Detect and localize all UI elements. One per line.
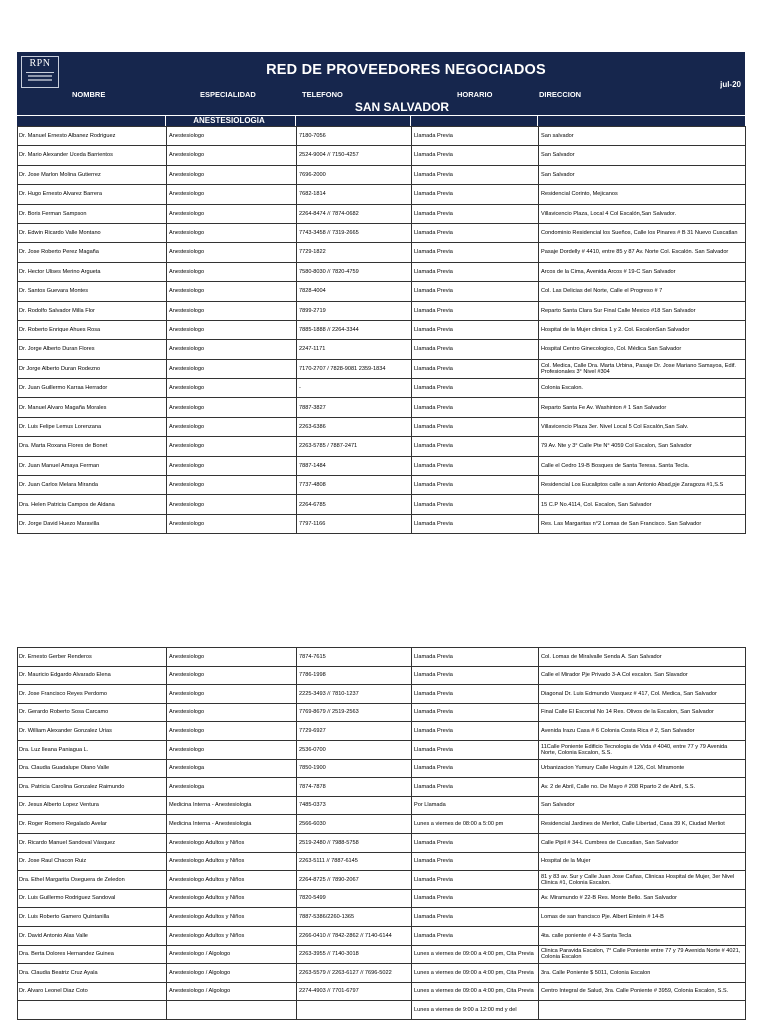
phone-cell: 7696-2000 bbox=[297, 165, 412, 184]
specialty-cell: Anestesiologo bbox=[167, 514, 297, 533]
phone-cell: 2264-6785 bbox=[297, 495, 412, 514]
address-cell: Condominio Residencial los Sueños, Calle los Pinares # B 31 Nuevo Cuscatlan bbox=[539, 223, 746, 242]
schedule-cell: Lunes a viernes de 09:00 a 4:00 pm, Cita Previa bbox=[412, 964, 539, 983]
provider-name-cell: Dr. David Antonio Alas Valle bbox=[18, 926, 167, 945]
address-cell: San Salvador bbox=[539, 796, 746, 815]
provider-name-cell: Dr. Boris Ferman Sampson bbox=[18, 204, 167, 223]
phone-cell: 7874-7878 bbox=[297, 778, 412, 797]
provider-name-cell: Dr. Manuel Alvaro Magaña Morales bbox=[18, 398, 167, 417]
provider-name-cell: Dr. Luis Felipe Lemus Lorenzana bbox=[18, 417, 167, 436]
table-row bbox=[18, 666, 746, 685]
provider-name-cell: Dr. Manuel Ernesto Albanez Rodriguez bbox=[18, 127, 167, 146]
phone-cell: 2263-6386 bbox=[297, 417, 412, 436]
address-cell: Final Calle El Escorial No 14 Res. Olivos de la Escalon, San Salvador bbox=[539, 703, 746, 722]
provider-name-cell: Dra. Claudia Guadalupe Olano Valle bbox=[18, 759, 167, 778]
table-row bbox=[18, 815, 746, 834]
schedule-cell: Llamada Previa bbox=[412, 852, 539, 871]
phone-cell: 2566-6030 bbox=[297, 815, 412, 834]
provider-name-cell: Dr. Jose Francisco Reyes Perdomo bbox=[18, 685, 167, 704]
provider-name-cell: Dr. Edwin Ricardo Valle Montano bbox=[18, 223, 167, 242]
phone-cell: 2536-0700 bbox=[297, 740, 412, 759]
address-cell: Avenida Irazu Casa # 6 Colonia Costa Rica # 2, San Salvador bbox=[539, 722, 746, 741]
phone-cell: 2225-3493 // 7810-1237 bbox=[297, 685, 412, 704]
phone-cell: 7743-3458 // 7319-2665 bbox=[297, 223, 412, 242]
schedule-cell: Llamada Previa bbox=[412, 666, 539, 685]
address-cell: Colonia Escalon. bbox=[539, 379, 746, 398]
specialty-cell: Anestesiologo bbox=[167, 437, 297, 456]
schedule-cell: Llamada Previa bbox=[412, 282, 539, 301]
city-heading: SAN SALVADOR bbox=[354, 100, 450, 114]
address-cell: Hospital de la Mujer clinica 1 y 2. Col. EscalonSan Salvador bbox=[539, 320, 746, 339]
provider-name-cell: Dr. Jose Raul Chacon Ruiz bbox=[18, 852, 167, 871]
provider-name-cell: Dr. Santos Guevara Montes bbox=[18, 282, 167, 301]
table-row bbox=[18, 127, 746, 146]
schedule-cell: Lunes a viernes de 9:00 a 12:00 md y del bbox=[412, 1001, 539, 1020]
schedule-cell: Llamada Previa bbox=[412, 185, 539, 204]
table-row bbox=[18, 1001, 746, 1020]
provider-name-cell: Dr. Luis Roberto Gamero Quintanilla bbox=[18, 908, 167, 927]
phone-cell: - bbox=[297, 379, 412, 398]
address-cell: 79 Av. Nte y 3° Calle Pte N° 4059 Col Escalon, San Salvador bbox=[539, 437, 746, 456]
providers-table-1 bbox=[17, 126, 746, 534]
specialty-cell: Anestesiologo bbox=[167, 740, 297, 759]
provider-name-cell: Dr. Jose Marlon Molina Gutierrez bbox=[18, 165, 167, 184]
phone-cell: 2519-2480 // 7988-5758 bbox=[297, 833, 412, 852]
address-cell: Calle Pipil # 34-L Cumbres de Cuscatlan, San Salvador bbox=[539, 833, 746, 852]
schedule-cell: Llamada Previa bbox=[412, 165, 539, 184]
table-row bbox=[18, 185, 746, 204]
specialty-cell: Medicina Interna - Anestesiologia bbox=[167, 796, 297, 815]
phone-cell: 7850-1900 bbox=[297, 759, 412, 778]
specialty-cell: Anestesiologo bbox=[167, 204, 297, 223]
schedule-cell: Llamada Previa bbox=[412, 340, 539, 359]
address-cell: Residencial Los Eucaliptos calle a san Antonio Abad,pje Zaragoza #1,S.S bbox=[539, 476, 746, 495]
document-date: jul-20 bbox=[720, 80, 741, 89]
table-row bbox=[18, 514, 746, 533]
schedule-cell: Llamada Previa bbox=[412, 722, 539, 741]
table-row bbox=[18, 146, 746, 165]
specialty-cell: Anestesiologo bbox=[167, 379, 297, 398]
specialty-cell bbox=[167, 1001, 297, 1020]
specialty-cell: Anestesiologo bbox=[167, 359, 297, 378]
provider-name-cell: Dr. William Alexander Gonzalez Urias bbox=[18, 722, 167, 741]
table-row bbox=[18, 740, 746, 759]
specialty-cell: Anestesiologo Adultos y Niños bbox=[167, 852, 297, 871]
specialty-cell: Anestesiologo / Algologo bbox=[167, 982, 297, 1001]
schedule-cell: Llamada Previa bbox=[412, 685, 539, 704]
provider-name-cell: Dr. Alvaro Leonel Diaz Coto bbox=[18, 982, 167, 1001]
address-cell: Pasaje Dordelly # 4410, entre 85 y 87 Av. Norte Col. Escalón. San Salvador bbox=[539, 243, 746, 262]
table-row bbox=[18, 456, 746, 475]
address-cell: Hospital Centro Ginecologico, Col. Médica San Salvador bbox=[539, 340, 746, 359]
schedule-cell: Llamada Previa bbox=[412, 871, 539, 890]
address-cell: San Salvador bbox=[539, 165, 746, 184]
header-banner bbox=[17, 52, 745, 126]
schedule-cell: Llamada Previa bbox=[412, 833, 539, 852]
phone-cell: 7820-5499 bbox=[297, 889, 412, 908]
table-row bbox=[18, 359, 746, 378]
table-row bbox=[18, 703, 746, 722]
address-cell: Urbanizacion Yumury Calle Hoguin # 126, Col. Miramonte bbox=[539, 759, 746, 778]
provider-name-cell bbox=[18, 1001, 167, 1020]
schedule-cell: Llamada Previa bbox=[412, 379, 539, 398]
phone-cell: 2263-5111 // 7887-6145 bbox=[297, 852, 412, 871]
table-row bbox=[18, 398, 746, 417]
specialty-cell: Medicina Interna - Anestesiologia bbox=[167, 815, 297, 834]
provider-name-cell: Dr. Roberto Enrique Ahues Rosa bbox=[18, 320, 167, 339]
address-cell: Villavicencio Plaza, Local 4 Col Escalón,San Salvador. bbox=[539, 204, 746, 223]
table-row bbox=[18, 778, 746, 797]
address-cell: 15 C.P No.4114, Col. Escalon, San Salvador bbox=[539, 495, 746, 514]
phone-cell: 7485-0373 bbox=[297, 796, 412, 815]
table-row bbox=[18, 945, 746, 964]
phone-cell: 7729-1822 bbox=[297, 243, 412, 262]
phone-cell: 2263-3955 // 7140-3018 bbox=[297, 945, 412, 964]
schedule-cell: Llamada Previa bbox=[412, 437, 539, 456]
schedule-cell: Lunes a viernes de 08:00 a 5:00 pm bbox=[412, 815, 539, 834]
specialty-cell: Anestesiologo bbox=[167, 223, 297, 242]
specialty-cell: Anestesiologa bbox=[167, 778, 297, 797]
schedule-cell: Llamada Previa bbox=[412, 759, 539, 778]
phone-cell: 2264-8474 // 7874-0682 bbox=[297, 204, 412, 223]
phone-cell bbox=[297, 1001, 412, 1020]
table-row bbox=[18, 417, 746, 436]
specialty-cell: Anestesiologo bbox=[167, 495, 297, 514]
specialty-cell: Anestesiologo bbox=[167, 282, 297, 301]
provider-name-cell: Dr Jorge Alberto Duran Rodezno bbox=[18, 359, 167, 378]
schedule-cell: Llamada Previa bbox=[412, 127, 539, 146]
phone-cell: 7899-2719 bbox=[297, 301, 412, 320]
provider-name-cell: Dr. Juan Manuel Amaya Ferman bbox=[18, 456, 167, 475]
schedule-cell: Llamada Previa bbox=[412, 514, 539, 533]
schedule-cell: Llamada Previa bbox=[412, 301, 539, 320]
table-row bbox=[18, 262, 746, 281]
phone-cell: 7769-8679 // 2519-2563 bbox=[297, 703, 412, 722]
specialty-cell: Anestesiologo / Algologo bbox=[167, 945, 297, 964]
table-row bbox=[18, 282, 746, 301]
specialty-cell: Anestesiologo bbox=[167, 243, 297, 262]
table-row bbox=[18, 796, 746, 815]
specialty-cell: Anestesiologo bbox=[167, 301, 297, 320]
provider-name-cell: Dr. Gerardo Roberto Sosa Carcamo bbox=[18, 703, 167, 722]
table-row bbox=[18, 908, 746, 927]
provider-name-cell: Dra. Luz Ileana Paniagua L. bbox=[18, 740, 167, 759]
provider-name-cell: Dr. Juan Guillermo Karraa Herrador bbox=[18, 379, 167, 398]
phone-cell: 7580-8030 // 7820-4759 bbox=[297, 262, 412, 281]
address-cell: Calle el Mirador Pje Privado 3-A Col escalon. San Slavador bbox=[539, 666, 746, 685]
schedule-cell: Llamada Previa bbox=[412, 476, 539, 495]
phone-cell: 7682-1814 bbox=[297, 185, 412, 204]
phone-cell: 7786-1998 bbox=[297, 666, 412, 685]
address-cell: Av. 2 de Abril, Calle no. De Mayo # 208 Rparto 2 de Abril, S.S. bbox=[539, 778, 746, 797]
table-row bbox=[18, 437, 746, 456]
provider-name-cell: Dr. Jose Roberto Perez Magaña bbox=[18, 243, 167, 262]
phone-cell: 2263-5579 // 2263-6127 // 7696-5022 bbox=[297, 964, 412, 983]
specialty-cell: Anestesiologo Adultos y Niños bbox=[167, 871, 297, 890]
address-cell: 81 y 83 av. Sur y Calle Juan Jose Cañas, Clinicas Hospital de Mujer, 3er Nivel Clinica #1, Colonia Escalon. bbox=[539, 871, 746, 890]
phone-cell: 2524-9004 // 7150-4257 bbox=[297, 146, 412, 165]
schedule-cell: Llamada Previa bbox=[412, 495, 539, 514]
schedule-cell: Llamada Previa bbox=[412, 146, 539, 165]
table-row bbox=[18, 852, 746, 871]
phone-cell: 2264-8725 // 7890-2067 bbox=[297, 871, 412, 890]
provider-name-cell: Dr. Roger Romero Regalado Avelar bbox=[18, 815, 167, 834]
address-cell: Reparto Santa Fe Av. Washinton # 1 San Salvador bbox=[539, 398, 746, 417]
column-header-direccion: DIRECCION bbox=[539, 90, 582, 99]
table-row bbox=[18, 204, 746, 223]
specialty-cell: Anestesiologo bbox=[167, 165, 297, 184]
schedule-cell: Llamada Previa bbox=[412, 889, 539, 908]
provider-name-cell: Dr. Jesus Alberto Lopez Ventura bbox=[18, 796, 167, 815]
provider-name-cell: Dra. Claudia Beatriz Cruz Ayala bbox=[18, 964, 167, 983]
address-cell: 11Calle Poniente Edificio Tecnologia de Vida # 4040, entre 77 y 79 Avenida Norte, Colonia Escalon, S.S. bbox=[539, 740, 746, 759]
address-cell: Hospital de la Mujer bbox=[539, 852, 746, 871]
schedule-cell: Llamada Previa bbox=[412, 926, 539, 945]
specialty-cell: Anestesiologa bbox=[167, 759, 297, 778]
schedule-cell: Llamada Previa bbox=[412, 204, 539, 223]
logo-text: RPN bbox=[29, 58, 51, 69]
schedule-cell: Llamada Previa bbox=[412, 908, 539, 927]
table-row bbox=[18, 685, 746, 704]
phone-cell: 7170-2707 / 7828-9081 2359-1834 bbox=[297, 359, 412, 378]
address-cell: San salvador bbox=[539, 127, 746, 146]
address-cell: 4ta. calle poniente # 4-3 Santa Tecla bbox=[539, 926, 746, 945]
address-cell: Arcos de la Cima, Avenida Arcos # 19-C San Salvador bbox=[539, 262, 746, 281]
specialty-cell: Anestesiologo Adultos y Niños bbox=[167, 926, 297, 945]
specialty-cell: Anestesiologo bbox=[167, 185, 297, 204]
table-row bbox=[18, 340, 746, 359]
specialty-cell: Anestesiologo Adultos y Niños bbox=[167, 889, 297, 908]
table-row bbox=[18, 759, 746, 778]
specialty-cell: Anestesiologo bbox=[167, 722, 297, 741]
specialty-cell: Anestesiologo bbox=[167, 703, 297, 722]
specialty-cell: Anestesiologo bbox=[167, 685, 297, 704]
schedule-cell: Llamada Previa bbox=[412, 778, 539, 797]
provider-name-cell: Dr. Jorge Alberto Duran Flores bbox=[18, 340, 167, 359]
provider-name-cell: Dr. Mauricio Edgardo Alvarado Elena bbox=[18, 666, 167, 685]
specialty-cell: Anestesiologo bbox=[167, 666, 297, 685]
table-row bbox=[18, 964, 746, 983]
schedule-cell: Llamada Previa bbox=[412, 740, 539, 759]
phone-cell: 7885-1888 // 2264-3344 bbox=[297, 320, 412, 339]
address-cell: Calle el Cedro 19-B Bosques de Santa Teresa. Santa Tecla. bbox=[539, 456, 746, 475]
address-cell: Clinica Paravida Escalon, 7° Calle Poniente entre 77 y 79 Avenida Norte # 4021, Colonia Escalon bbox=[539, 945, 746, 964]
address-cell: Reparto Santa Clara Sur Final Calle Mexico #18 San Salvador bbox=[539, 301, 746, 320]
schedule-cell: Llamada Previa bbox=[412, 359, 539, 378]
provider-name-cell: Dr. Juan Carlos Melara Miranda bbox=[18, 476, 167, 495]
column-header-nombre: NOMBRE bbox=[72, 90, 106, 99]
phone-cell: 2247-1171 bbox=[297, 340, 412, 359]
provider-name-cell: Dra. Marta Roxana Flores de Bonet bbox=[18, 437, 167, 456]
table-row bbox=[18, 301, 746, 320]
schedule-cell: Llamada Previa bbox=[412, 417, 539, 436]
schedule-cell: Llamada Previa bbox=[412, 703, 539, 722]
phone-cell: 2263-5785 / 7887-2471 bbox=[297, 437, 412, 456]
address-cell: Col. Medica, Calle Dra. Marta Urbina, Pasaje Dr. Jose Mariano Samayoa, Edif. Profesionales 3° Nivel #304 bbox=[539, 359, 746, 378]
table-row bbox=[18, 982, 746, 1001]
schedule-cell: Llamada Previa bbox=[412, 243, 539, 262]
phone-cell: 7797-1166 bbox=[297, 514, 412, 533]
address-cell: Centro Integral de Salud, 3ra. Calle Poniente # 3959, Colonia Escalon, S.S. bbox=[539, 982, 746, 1001]
table-row bbox=[18, 889, 746, 908]
provider-name-cell: Dra. Ethel Margarita Oseguera de Zeledon bbox=[18, 871, 167, 890]
column-header-especialidad: ESPECIALIDAD bbox=[200, 90, 256, 99]
phone-cell: 2274-4903 // 7701-6797 bbox=[297, 982, 412, 1001]
phone-cell: 7887-5386/2260-1365 bbox=[297, 908, 412, 927]
schedule-cell: Por Llamada bbox=[412, 796, 539, 815]
rpn-logo bbox=[21, 56, 59, 88]
specialty-cell: Anestesiologo bbox=[167, 398, 297, 417]
phone-cell: 7729-6927 bbox=[297, 722, 412, 741]
address-cell bbox=[539, 1001, 746, 1020]
address-cell: Villavicencio Plaza 3er. Nivel Local 5 Col Escalón,San Salv. bbox=[539, 417, 746, 436]
table-row bbox=[18, 648, 746, 667]
document-title: RED DE PROVEEDORES NEGOCIADOS bbox=[266, 62, 546, 78]
phone-cell: 7874-7615 bbox=[297, 648, 412, 667]
schedule-cell: Llamada Previa bbox=[412, 398, 539, 417]
phone-cell: 7737-4808 bbox=[297, 476, 412, 495]
table-row bbox=[18, 165, 746, 184]
table-row bbox=[18, 495, 746, 514]
provider-name-cell: Dr. Mario Alexander Uceda Barrientos bbox=[18, 146, 167, 165]
provider-name-cell: Dr. Rodolfo Salvador Milla Flor bbox=[18, 301, 167, 320]
provider-name-cell: Dra. Berta Dolores Hernandez Guinea bbox=[18, 945, 167, 964]
specialty-cell: Anestesiologo bbox=[167, 146, 297, 165]
schedule-cell: Llamada Previa bbox=[412, 262, 539, 281]
address-cell: Residencial Jardines de Merliot, Calle Libertad, Casa 39 K, Ciudad Merliot bbox=[539, 815, 746, 834]
address-cell: 3ra. Calle Poniente $ 5011, Colonia Escalon bbox=[539, 964, 746, 983]
address-cell: Av. Miramundo # 22-B Res. Monte Bello. San Salvador bbox=[539, 889, 746, 908]
address-cell: Lomas de san francisco Pje. Albert Eintein # 14-B bbox=[539, 908, 746, 927]
phone-cell: 7887-1484 bbox=[297, 456, 412, 475]
schedule-cell: Lunes a viernes de 09:00 a 4:00 pm, Cita Previa bbox=[412, 945, 539, 964]
specialty-cell: Anestesiologo bbox=[167, 476, 297, 495]
specialty-cell: Anestesiologo bbox=[167, 417, 297, 436]
provider-name-cell: Dr. Hugo Ernesto Alvarez Barrera bbox=[18, 185, 167, 204]
provider-name-cell: Dra. Helen Patricia Campos de Aldana bbox=[18, 495, 167, 514]
schedule-cell: Lunes a viernes de 09:00 a 4:00 pm, Cita Previa bbox=[412, 982, 539, 1001]
column-header-horario: HORARIO bbox=[457, 90, 493, 99]
table-row bbox=[18, 243, 746, 262]
table-row bbox=[18, 722, 746, 741]
specialty-cell: Anestesiologo bbox=[167, 340, 297, 359]
table-row bbox=[18, 833, 746, 852]
provider-name-cell: Dr. Ernesto Gerber Renderos bbox=[18, 648, 167, 667]
specialty-cell: Anestesiologo bbox=[167, 262, 297, 281]
schedule-cell: Llamada Previa bbox=[412, 648, 539, 667]
providers-table-2 bbox=[17, 647, 746, 1020]
address-cell: Col. Lomas de Miralvalle Senda A. San Salvador bbox=[539, 648, 746, 667]
phone-cell: 2266-0410 // 7842-2862 // 7140-6144 bbox=[297, 926, 412, 945]
provider-name-cell: Dr. Jorge David Huezo Maravilla bbox=[18, 514, 167, 533]
table-row bbox=[18, 379, 746, 398]
phone-cell: 7180-7056 bbox=[297, 127, 412, 146]
specialty-cell: Anestesiologo bbox=[167, 320, 297, 339]
table-row bbox=[18, 926, 746, 945]
address-cell: Res. Las Margaritas n°2 Lomas de San Francisco. San Salvador bbox=[539, 514, 746, 533]
specialty-cell: Anestesiologo bbox=[167, 456, 297, 475]
provider-name-cell: Dr. Ricardo Manuel Sandoval Vásquez bbox=[18, 833, 167, 852]
address-cell: San Salvador bbox=[539, 146, 746, 165]
specialty-cell: Anestesiologo bbox=[167, 648, 297, 667]
table-row bbox=[18, 223, 746, 242]
phone-cell: 7887-3827 bbox=[297, 398, 412, 417]
column-header-telefono: TELEFONO bbox=[302, 90, 343, 99]
provider-name-cell: Dr. Luis Guillermo Rodriguez Sandoval bbox=[18, 889, 167, 908]
specialty-cell: Anestesiologo Adultos y Niños bbox=[167, 833, 297, 852]
schedule-cell: Llamada Previa bbox=[412, 320, 539, 339]
schedule-cell: Llamada Previa bbox=[412, 456, 539, 475]
address-cell: Residencial Corinto, Mejicanos bbox=[539, 185, 746, 204]
provider-name-cell: Dra. Patricia Carolina Gonzalez Raimundo bbox=[18, 778, 167, 797]
address-cell: Col. Las Delicias del Norte, Calle el Progreso # 7 bbox=[539, 282, 746, 301]
specialty-cell: Anestesiologo Adultos y Niños bbox=[167, 908, 297, 927]
specialty-cell: Anestesiologo / Algologo bbox=[167, 964, 297, 983]
schedule-cell: Llamada Previa bbox=[412, 223, 539, 242]
provider-name-cell: Dr. Hector Ulises Merino Argueta bbox=[18, 262, 167, 281]
table-row bbox=[18, 320, 746, 339]
table-row bbox=[18, 871, 746, 890]
phone-cell: 7828-4004 bbox=[297, 282, 412, 301]
section-heading: ANESTESIOLOGIA bbox=[193, 116, 265, 125]
specialty-cell: Anestesiologo bbox=[167, 127, 297, 146]
table-row bbox=[18, 476, 746, 495]
address-cell: Diagonal Dr. Luis Edmundo Vasquez # 417, Col. Medica, San Salvador bbox=[539, 685, 746, 704]
